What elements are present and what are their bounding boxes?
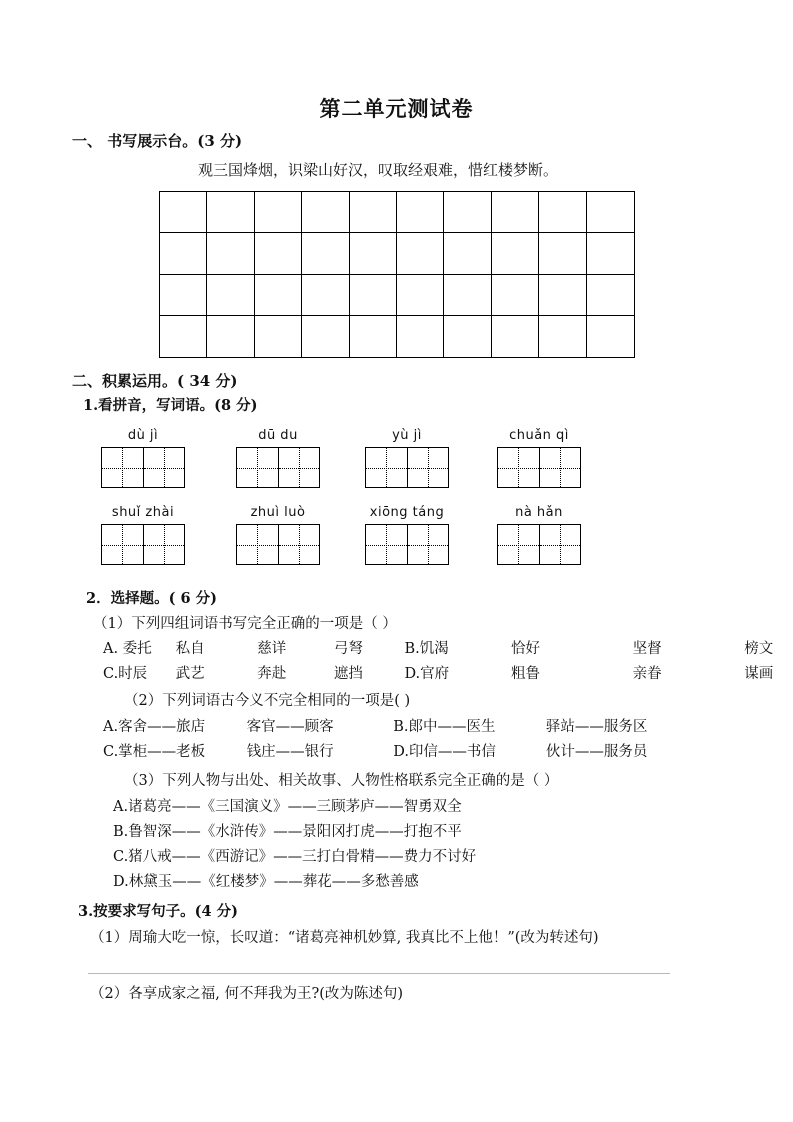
option-d-word-2: 粗鲁 [511,666,541,682]
handwriting-cell[interactable] [539,316,586,357]
handwriting-cell[interactable] [255,275,302,316]
handwriting-cell[interactable] [539,233,586,274]
tianzige-box[interactable] [101,524,185,565]
handwriting-cell[interactable] [207,275,254,316]
tianzige-cell[interactable] [278,448,320,487]
question-2-3-item-1: （1）周瑜大吃一惊，长叹道：“诸葛亮神机妙算, 我真比不上他！”(改为转述句) [90,930,599,946]
handwriting-cell[interactable] [587,316,634,357]
handwriting-cell[interactable] [587,192,634,233]
handwriting-cell[interactable] [207,192,254,233]
tianzige-cell[interactable] [237,448,278,487]
question-2-3-heading: 3.按要求写句子。(4 分) [78,903,238,920]
handwriting-cell[interactable] [492,192,539,233]
handwriting-cell[interactable] [397,316,444,357]
handwriting-cell[interactable] [587,233,634,274]
tianzige-cell[interactable] [407,448,449,487]
handwriting-cell[interactable] [397,192,444,233]
tianzige-cell[interactable] [407,525,449,564]
option-row[interactable] [103,640,773,660]
tianzige-cell[interactable] [143,525,185,564]
handwriting-cell[interactable] [302,316,349,357]
question-2-3-item-2: （2）各享成家之福, 何不拜我为王?(改为陈述句) [90,986,404,1002]
tianzige-cell[interactable] [102,448,143,487]
option-a-word-3: 慈详 [257,641,287,657]
handwriting-cell[interactable] [492,316,539,357]
handwriting-cell[interactable] [539,192,586,233]
option-a-word-4: 弓弩 [333,641,363,657]
handwriting-cell[interactable] [255,233,302,274]
option-d[interactable]: D.林黛玉——《红楼梦》——葬花——多愁善感 [113,874,419,890]
handwriting-cell[interactable] [207,233,254,274]
handwriting-cell[interactable] [255,316,302,357]
option-c: C.掌柜——老板 [103,744,206,760]
pinyin-item[interactable] [236,428,320,488]
handwriting-cell[interactable] [350,275,397,316]
handwriting-cell[interactable] [397,275,444,316]
option-a[interactable]: A.诸葛亮——《三国演义》——三顾茅庐——智勇双全 [113,799,462,815]
handwriting-cell[interactable] [350,192,397,233]
handwriting-grid[interactable] [159,191,635,358]
option-d-label: D.官府 [404,666,450,682]
handwriting-cell[interactable] [207,316,254,357]
pinyin-item[interactable] [497,428,581,488]
tianzige-box[interactable] [101,447,185,488]
answer-line[interactable] [88,973,670,974]
pinyin-label: zhuì luò [250,505,306,520]
option-b[interactable]: B.鲁智深——《水浒传》——景阳冈打虎——打抱不平 [113,824,462,840]
question-2-2-1-stem: （1）下列四组词语书写完全正确的一项是（ ） [93,616,397,632]
tianzige-cell[interactable] [539,525,581,564]
handwriting-cell[interactable] [539,275,586,316]
pinyin-label: chuǎn qì [509,428,569,443]
handwriting-cell[interactable] [444,192,491,233]
option-row[interactable] [103,743,647,763]
tianzige-box[interactable] [236,524,320,565]
tianzige-cell[interactable] [366,525,407,564]
tianzige-cell[interactable] [539,448,581,487]
option-c-second: 钱庄——银行 [246,744,334,760]
handwriting-cell[interactable] [587,275,634,316]
handwriting-cell[interactable] [255,192,302,233]
tianzige-cell[interactable] [498,525,539,564]
pinyin-label: dù jì [127,428,159,443]
handwriting-cell[interactable] [350,233,397,274]
handwriting-cell[interactable] [160,316,207,357]
tianzige-box[interactable] [497,447,581,488]
handwriting-cell[interactable] [160,192,207,233]
option-d-second: 伙计——服务员 [545,744,648,760]
pinyin-label: nà hǎn [515,505,563,520]
pinyin-item[interactable] [236,505,320,565]
pinyin-item[interactable] [365,505,449,565]
handwriting-cell[interactable] [492,233,539,274]
section-1-heading: 一、 书写展示台。(3 分) [72,132,243,150]
option-a-label: A. 委托 [103,641,152,657]
option-a-word-2: 私自 [175,641,205,657]
tianzige-cell[interactable] [143,448,185,487]
tianzige-cell[interactable] [366,448,407,487]
handwriting-cell[interactable] [302,192,349,233]
pinyin-item[interactable] [101,505,185,565]
handwriting-cell[interactable] [492,275,539,316]
section-1-quote: 观三国烽烟，识梁山好汉，叹取经艰难，惜红楼梦断。 [198,161,559,179]
option-row[interactable] [103,718,647,738]
handwriting-cell[interactable] [444,233,491,274]
option-d-word-3: 亲眷 [632,666,662,682]
option-a-second: 客官——顾客 [246,719,334,735]
option-b-word-4: 榜文 [744,641,774,657]
tianzige-cell[interactable] [498,448,539,487]
handwriting-cell[interactable] [444,275,491,316]
option-c-word-4: 遮挡 [333,666,363,682]
question-2-2-3-stem: （3）下列人物与出处、相关故事、人物性格联系完全正确的是（ ） [124,773,559,789]
option-b-second: 驿站——服务区 [545,719,648,735]
option-b-label: B.饥渴 [404,641,449,657]
page-title: 第二单元测试卷 [319,96,474,121]
handwriting-cell[interactable] [160,275,207,316]
question-2-2-heading: 2．选择题。( 6 分) [86,590,217,607]
option-b-word-2: 恰好 [511,641,541,657]
tianzige-box[interactable] [365,447,449,488]
option-d: D.印信——书信 [393,744,496,760]
tianzige-box[interactable] [365,524,449,565]
question-2-2-2-stem: （2）下列词语古今义不完全相同的一项是( ) [124,693,411,709]
pinyin-item[interactable] [365,428,449,488]
pinyin-label: yù jì [392,428,422,443]
handwriting-cell[interactable] [397,233,444,274]
pinyin-label: xiōng táng [369,505,445,520]
pinyin-label: shuǐ zhài [111,505,175,520]
option-b-word-3: 坚督 [632,641,662,657]
handwriting-cell[interactable] [302,275,349,316]
pinyin-item[interactable] [101,428,185,488]
option-c-label: C.时辰 [103,666,148,682]
option-b: B.郎中——医生 [393,719,496,735]
handwriting-cell[interactable] [302,233,349,274]
tianzige-cell[interactable] [237,525,278,564]
tianzige-cell[interactable] [102,525,143,564]
option-row[interactable] [103,665,773,685]
option-a: A.客舍——旅店 [103,719,206,735]
tianzige-box[interactable] [236,447,320,488]
section-2-heading: 二、积累运用。( 34 分) [72,372,238,390]
tianzige-box[interactable] [497,524,581,565]
option-d-word-4: 谋画 [744,666,774,682]
option-c-word-3: 奔赴 [257,666,287,682]
question-2-1-heading: 1.看拼音，写词语。(8 分) [83,397,258,414]
handwriting-cell[interactable] [444,316,491,357]
handwriting-cell[interactable] [350,316,397,357]
handwriting-cell[interactable] [160,233,207,274]
option-c-word-2: 武艺 [175,666,205,682]
pinyin-label: dū du [258,428,298,443]
option-c[interactable]: C.猪八戒——《西游记》——三打白骨精——费力不讨好 [113,849,477,865]
pinyin-item[interactable] [497,505,581,565]
tianzige-cell[interactable] [278,525,320,564]
